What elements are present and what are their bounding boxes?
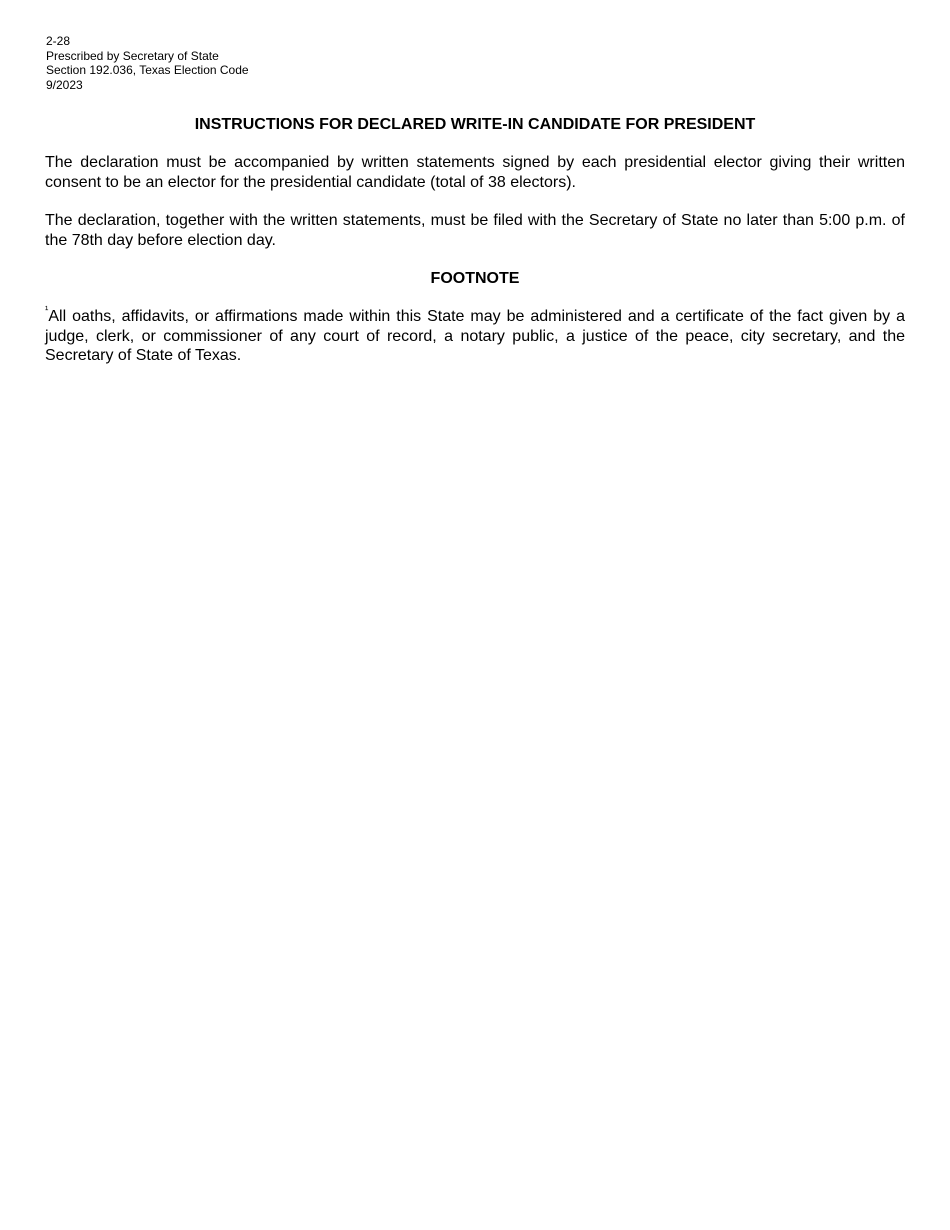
footnote-paragraph: [45, 307, 905, 366]
footnote-text: All oaths, affidavits, or affirmations made within this State may be administered and a certificate of the fact given by a judge, clerk, or commissioner of any court of record, a notary public, a justice of the peace, city secretary, and the Secretary of State of Texas.: [45, 308, 905, 364]
footnote-marker: ¹: [45, 305, 49, 316]
footnote-heading: FOOTNOTE: [430, 270, 520, 287]
document-body: [45, 115, 905, 366]
instruction-paragraph-2: The declaration, together with the written statements, must be filed with the Secretary of State no later than 5:00 p.m. of the 78th day before election day.: [45, 212, 905, 249]
form-number: 2-28: [46, 34, 71, 48]
instruction-paragraph-1: The declaration must be accompanied by written statements signed by each presidential elector giving their written consent to be an elector for the presidential candidate (total of 38 electors).: [45, 154, 905, 191]
code-section: Section 192.036, Texas Election Code: [46, 63, 249, 77]
revision-date: 9/2023: [46, 77, 83, 92]
prescribed-by: Prescribed by Secretary of State: [46, 48, 219, 63]
form-header: [46, 34, 249, 92]
page-title: INSTRUCTIONS FOR DECLARED WRITE-IN CANDIDATE FOR PRESIDENT: [194, 116, 756, 133]
